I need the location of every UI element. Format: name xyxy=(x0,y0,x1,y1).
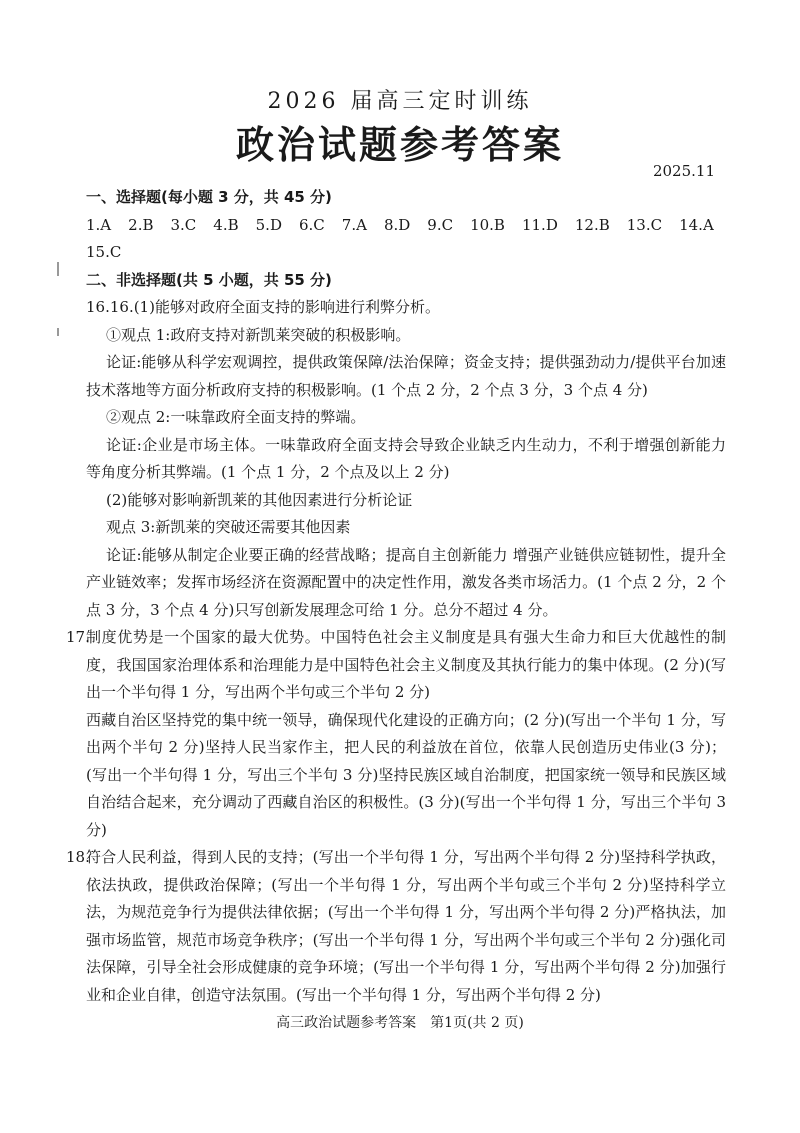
choice-answer: 10.B xyxy=(470,215,505,234)
exam-subtitle: 2026 届高三定时训练 xyxy=(267,89,533,114)
q16-line: 观点 3:新凯莱的突破还需要其他因素 xyxy=(106,518,351,536)
choice-answer: 15.C xyxy=(86,243,122,261)
q17-paragraph: 制度优势是一个国家的最大优势。中国特色社会主义制度是具有强大生命力和巨大优越性的制度，我国国家治理体系和治理能力是中国特色社会主义制度及其执行能力的集中体现。(2 分)(写出一个半句得 1 分，写出两个半句或三个半句 2 分) xyxy=(86,628,726,701)
choice-answer: 12.B xyxy=(574,215,610,234)
q17-paragraph: 西藏自治区坚持党的集中统一领导，确保现代化建设的正确方向；(2 分)(写出一个半句 1 分，写出两个半句 2 分)坚持人民当家作主，把人民的利益放在首位，依靠人民创造历史伟业(3 分)；(写出一个半句得 1 分，写出三个半句 3 分)坚持民族区域自治制度，把国家统一领导和民族区域自治结合起来，充分调动了西藏自治区的积极性。(3 分)(写出一个半句得 1 分，写出三个半句 3 分) xyxy=(86,710,726,839)
choice-answer: 5.D xyxy=(255,215,282,234)
page-title: 政治试题参考答案 xyxy=(235,123,564,167)
choice-answer: 4.B xyxy=(213,215,239,234)
choice-answer: 6.C xyxy=(298,215,325,234)
q18-block xyxy=(66,844,726,1009)
q18-paragraph: 符合人民利益，得到人民的支持；(写出一个半句得 1 分，写出两个半句得 2 分)坚持科学执政，依法执政，提供政治保障；(写出一个半句得 1 分，写出两个半句或三个半句 2 分)坚持科学立法，为规范竞争行为提供法律依据；(写出一个半句得 1 分，写出两个半句得 2 分)严格执法，加强市场监管，规范市场竞争秩序；(写出一个半句得 1 分，写出两个半句或三个半句 2 分)强化司法保障，引导全社会形成健康的竞争环境；(写出一个半句得 1 分，写出两个半句得 2 分)加强行业和企业自律，创造守法氛围。(写出一个半句得 1 分，写出两个半句得 2 分) xyxy=(86,848,726,1004)
choice-answer: 8.D xyxy=(383,215,411,234)
answer-content xyxy=(66,184,726,1009)
choice-answer: 9.C xyxy=(427,215,454,234)
q16-line: ②观点 2:一味靠政府全面支持的弊端。 xyxy=(106,408,366,426)
q16-line: (2)能够对影响新凯莱的其他因素进行分析论证 xyxy=(106,490,413,509)
choice-answer: 1.A xyxy=(86,215,112,234)
choice-answer: 2.B xyxy=(128,215,154,234)
q18-number: 18. xyxy=(66,848,90,866)
section-heading-choice: 一、选择题(每小题 3 分，共 45 分) xyxy=(86,188,332,206)
exam-date: 2025.11 xyxy=(652,162,715,180)
scan-mark xyxy=(57,328,59,336)
choice-answer: 11.D xyxy=(521,215,558,234)
section-heading-open: 二、非选择题(共 5 小题，共 55 分) xyxy=(86,270,332,289)
choice-answer: 3.C xyxy=(170,215,197,234)
q16-line: ①观点 1:政府支持对新凯莱突破的积极影响。 xyxy=(106,325,411,344)
q17-block xyxy=(66,624,726,844)
choice-answer: 13.C xyxy=(626,215,663,234)
page-footer: 高三政治试题参考答案 第1页(共 2 页) xyxy=(276,1015,524,1031)
choice-answers-row-2 xyxy=(86,239,726,267)
choice-answer: 14.A xyxy=(679,215,714,234)
q16-line: 论证:企业是市场主体。一味靠政府全面支持会导致企业缺乏内生动力，不利于增强创新能力等角度分析其弊端。(1 个点 1 分，2 个点及以上 2 分) xyxy=(86,435,726,481)
scan-mark xyxy=(57,262,59,276)
q16-block xyxy=(86,294,726,624)
q16-line: 16.16.(1)能够对政府全面支持的影响进行利弊分析。 xyxy=(86,298,440,316)
choice-answer: 7.A xyxy=(341,215,367,234)
q17-number: 17. xyxy=(66,628,90,646)
q16-line: 论证:能够从科学宏观调控，提供政策保障/法治保障；资金支持；提供强劲动力/提供平台加速技术落地等方面分析政府支持的积极影响。(1 个点 2 分，2 个点 3 分，3 个点 4 分) xyxy=(86,353,726,399)
q16-line: 论证:能够从制定企业要正确的经营战略；提高自主创新能力 增强产业链供应链韧性，提升全产业链效率；发挥市场经济在资源配置中的决定性作用，激发各类市场活力。(1 个点 2 分，2 个点 3 分，3 个点 4 分)只写创新发展理念可给 1 分。总分不超过 4 分。 xyxy=(86,545,726,619)
choice-answers-row-1 xyxy=(86,212,726,240)
